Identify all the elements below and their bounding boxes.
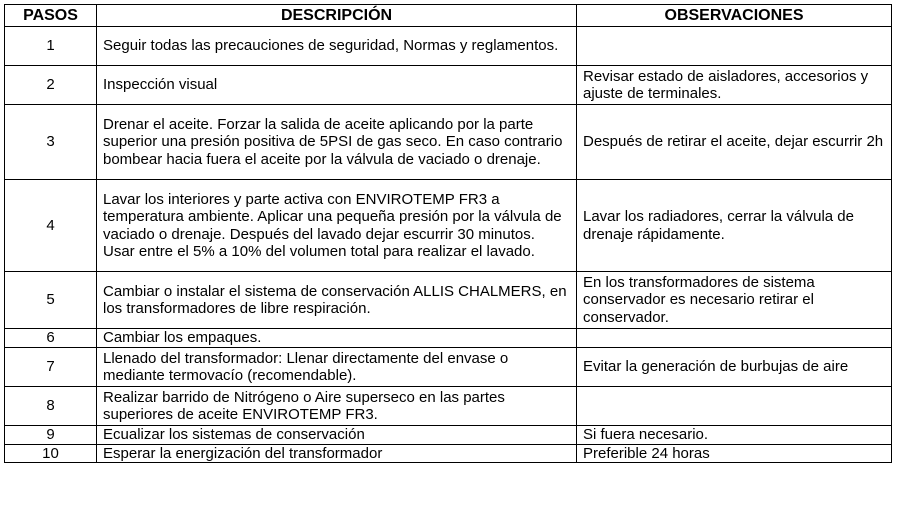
table-row bbox=[5, 387, 892, 426]
step-observation: En los transformadores de sistema conservador es necesario retirar el conservador. bbox=[577, 272, 892, 329]
header-row bbox=[5, 5, 892, 27]
table-row bbox=[5, 329, 892, 348]
table-row bbox=[5, 444, 892, 463]
table-row bbox=[5, 105, 892, 180]
step-description: Ecualizar los sistemas de conservación bbox=[97, 426, 577, 445]
step-number: 8 bbox=[5, 387, 97, 426]
step-description: Inspección visual bbox=[97, 66, 577, 105]
table-row bbox=[5, 180, 892, 272]
step-observation bbox=[577, 387, 892, 426]
step-description: Cambiar los empaques. bbox=[97, 329, 577, 348]
table-row bbox=[5, 272, 892, 329]
step-number: 4 bbox=[5, 180, 97, 272]
step-observation: Revisar estado de aisladores, accesorios y ajuste de terminales. bbox=[577, 66, 892, 105]
steps-table bbox=[4, 4, 892, 463]
header-observaciones: OBSERVACIONES bbox=[577, 5, 892, 27]
step-description: Seguir todas las precauciones de seguridad, Normas y reglamentos. bbox=[97, 27, 577, 66]
step-observation: Si fuera necesario. bbox=[577, 426, 892, 445]
table-row bbox=[5, 348, 892, 387]
step-description: Cambiar o instalar el sistema de conservación ALLIS CHALMERS, en los transformadores de libre respiración. bbox=[97, 272, 577, 329]
step-number: 5 bbox=[5, 272, 97, 329]
step-observation: Después de retirar el aceite, dejar escurrir 2h bbox=[577, 105, 892, 180]
step-number: 1 bbox=[5, 27, 97, 66]
table-row bbox=[5, 27, 892, 66]
step-observation: Lavar los radiadores, cerrar la válvula de drenaje rápidamente. bbox=[577, 180, 892, 272]
step-number: 10 bbox=[5, 444, 97, 463]
step-observation bbox=[577, 329, 892, 348]
step-number: 9 bbox=[5, 426, 97, 445]
step-number: 7 bbox=[5, 348, 97, 387]
step-description: Llenado del transformador: Llenar directamente del envase o mediante termovacío (recomendable). bbox=[97, 348, 577, 387]
step-observation: Preferible 24 horas bbox=[577, 444, 892, 463]
table-row bbox=[5, 426, 892, 445]
step-description: Esperar la energización del transformador bbox=[97, 444, 577, 463]
step-description: Lavar los interiores y parte activa con ENVIROTEMP FR3 a temperatura ambiente. Aplicar una pequeña presión por la válvula de vaciado o drenaje. Después del lavado dejar escurrir 30 minutos. Usar entre el 5% a 10% del volumen total para realizar el lavado. bbox=[97, 180, 577, 272]
step-description: Realizar barrido de Nitrógeno o Aire superseco en las partes superiores de aceite ENVIROTEMP FR3. bbox=[97, 387, 577, 426]
step-observation: Evitar la generación de burbujas de aire bbox=[577, 348, 892, 387]
header-descripcion: DESCRIPCIÓN bbox=[97, 5, 577, 27]
step-number: 6 bbox=[5, 329, 97, 348]
step-number: 2 bbox=[5, 66, 97, 105]
header-pasos: PASOS bbox=[5, 5, 97, 27]
step-observation bbox=[577, 27, 892, 66]
table-row bbox=[5, 66, 892, 105]
step-number: 3 bbox=[5, 105, 97, 180]
step-description: Drenar el aceite. Forzar la salida de aceite aplicando por la parte superior una presión positiva de 5PSI de gas seco. En caso contrario bombear hacia fuera el aceite por la válvula de vaciado o drenaje. bbox=[97, 105, 577, 180]
